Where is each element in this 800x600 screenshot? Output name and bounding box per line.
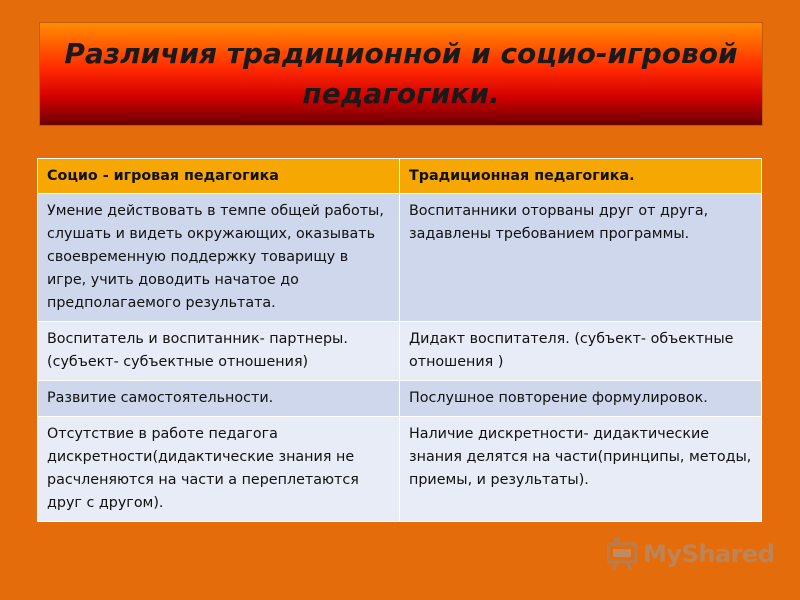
table-cell: Дидакт воспитателя. (субъект- объектные отношения ) [400, 322, 762, 381]
page-title: Различия традиционной и социо-игровой педагогики. [64, 37, 738, 110]
watermark [607, 534, 775, 574]
presentation-board-icon [607, 537, 639, 571]
table-cell: Развитие самостоятельности. [38, 381, 400, 417]
table-row [38, 417, 762, 522]
table-cell: Умение действовать в темпе общей работы, слушать и видеть окружающих, оказывать своевременную поддержку товарищу в игре, учить доводить начатое до предполагаемого результата. [38, 194, 400, 322]
table-cell: Воспитанники оторваны друг от друга, задавлены требованием программы. [400, 194, 762, 322]
table-row [38, 381, 762, 417]
title-banner [40, 23, 762, 125]
column-header-socio-game: Социо - игровая педагогика [38, 159, 400, 194]
column-header-traditional: Традиционная педагогика. [400, 159, 762, 194]
table-row [38, 194, 762, 322]
comparison-table [37, 158, 762, 522]
table-header-row [38, 159, 762, 194]
watermark-text: MyShared [643, 540, 775, 568]
table-cell: Послушное повторение формулировок. [400, 381, 762, 417]
table-row [38, 322, 762, 381]
table-cell: Наличие дискретности- дидактические знания делятся на части(принципы, методы, приемы, и результаты). [400, 417, 762, 522]
table-cell: Отсутствие в работе педагога дискретности(дидактические знания не расчленяются на части а переплетаются друг с другом). [38, 417, 400, 522]
comparison-table-container [37, 158, 761, 522]
table-cell: Воспитатель и воспитанник- партнеры.(субъект- субъектные отношения) [38, 322, 400, 381]
